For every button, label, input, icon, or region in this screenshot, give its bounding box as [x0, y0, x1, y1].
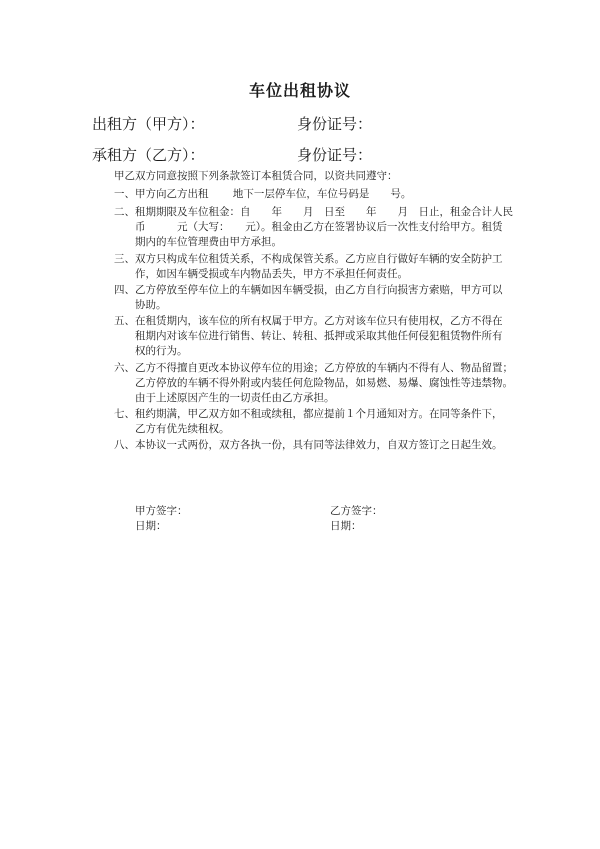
clause-line: 作，如因车辆受损或车内物品丢失，甲方不承担任何责任。	[135, 268, 408, 280]
lessor-id-label: 身份证号：	[297, 115, 373, 133]
clause-line: 由于上述原因产生的一切责任由乙方承担。	[135, 392, 335, 404]
clause-line: 六、乙方不得擅自更改本协议停车位的用途；乙方停放的车辆内不得有人、物品留置；	[114, 362, 513, 374]
clause-line: 乙方有优先续租权。	[135, 423, 230, 435]
document-title: 车位出租协议	[248, 81, 351, 100]
lessor-label: 出租方（甲方）：	[92, 115, 205, 133]
party-b-date-label: 日期：	[330, 520, 362, 532]
intro-line: 甲乙双方同意按照下列条款签订本租赁合同，以资共同遵守：	[114, 170, 398, 182]
clause-line: 期内的车位管理费由甲方承担。	[135, 236, 282, 248]
clause-line: 二、租期期限及车位租金：自 年 月 日至 年 月 日止，租金合计人民	[114, 206, 513, 218]
lessee-id-label: 身份证号：	[297, 146, 373, 164]
lessee-label: 承租方（乙方）：	[92, 146, 205, 164]
clause-line: 三、双方只构成车位租赁关系，不构成保管关系。乙方应自行做好车辆的安全防护工	[114, 253, 503, 265]
clause-line: 租期内对该车位进行销售、转让、转租、抵押或采取其他任何侵犯租赁物件所有	[135, 330, 503, 342]
party-a-date-label: 日期：	[135, 520, 167, 532]
clause-line: 权的行为。	[135, 345, 188, 357]
clause-line: 四、乙方停放至停车位上的车辆如因车辆受损，由乙方自行向损害方索赔，甲方可以	[114, 284, 503, 296]
clause-line: 五、在租赁期内，该车位的所有权属于甲方。乙方对该车位只有使用权，乙方不得在	[114, 315, 503, 327]
party-b-signature-label: 乙方签字：	[330, 505, 383, 517]
clause-line: 一、甲方向乙方出租 地下一层停车位，车位号码是 号。	[114, 188, 412, 200]
clause-line: 七、租约期满，甲乙双方如不租或续租，都应提前１个月通知对方。在同等条件下，	[114, 408, 503, 420]
clause-line: 乙方停放的车辆不得外附或内装任何危险物品，如易燃、易爆、腐蚀性等违禁物。	[135, 377, 513, 389]
party-a-signature-label: 甲方签字：	[135, 505, 188, 517]
clause-line: 协助。	[135, 299, 167, 311]
clause-line: 八、本协议一式两份，双方各执一份，具有同等法律效力，自双方签订之日起生效。	[114, 439, 503, 451]
clause-line: 币 元（大写： 元）。租金由乙方在签署协议后一次性支付给甲方。租赁	[135, 221, 503, 233]
